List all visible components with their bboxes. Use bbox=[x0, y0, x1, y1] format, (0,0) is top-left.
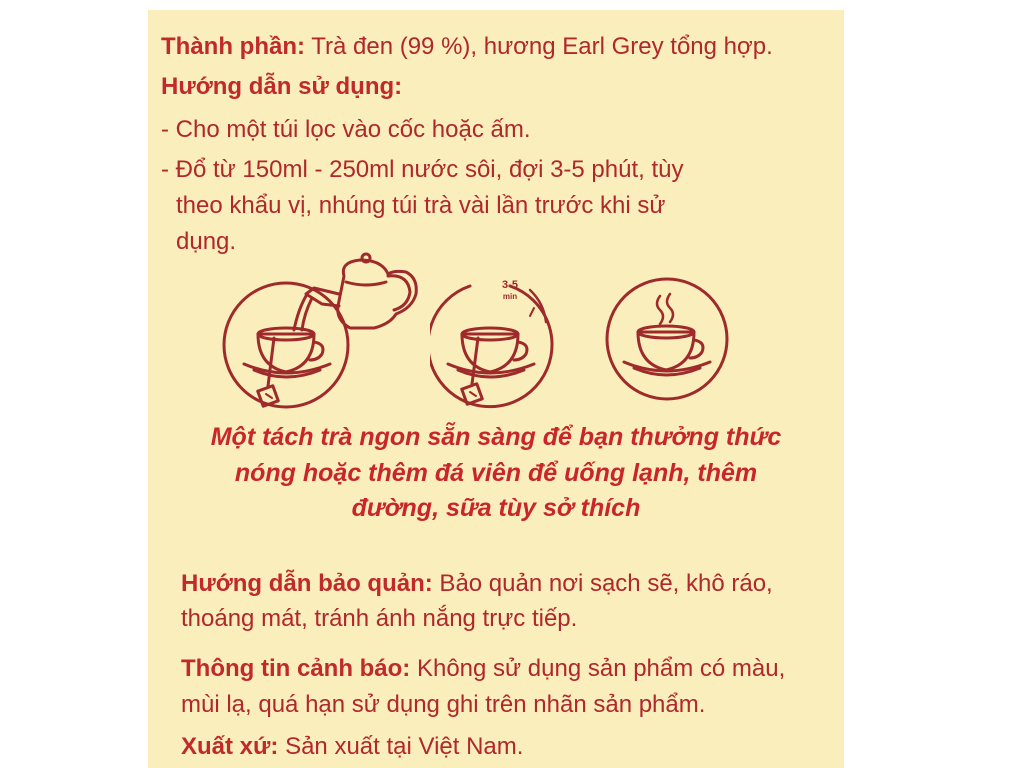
product-label-panel bbox=[148, 10, 844, 768]
slogan-line-2: nóng hoặc thêm đá viên để uống lạnh, thêm bbox=[234, 459, 758, 487]
ingredients-label: Thành phần: bbox=[161, 33, 305, 60]
timer-badge bbox=[490, 280, 530, 302]
warning-line-2: mùi lạ, quá hạn sử dụng ghi trên nhãn sản phẩm. bbox=[181, 691, 706, 718]
pour-water-step-icon bbox=[218, 248, 438, 428]
warning-label: Thông tin cảnh báo: bbox=[181, 655, 411, 682]
timer-text: 3-5 bbox=[502, 279, 518, 291]
storage-label: Hướng dẫn bảo quản: bbox=[181, 570, 433, 597]
storage-line-1 bbox=[181, 569, 773, 599]
origin-value: Sản xuất tại Việt Nam. bbox=[278, 733, 524, 760]
usage-line-2: - Đổ từ 150ml - 250ml nước sôi, đợi 3-5 phút, tùy bbox=[161, 156, 684, 183]
warning-value: Không sử dụng sản phẩm có màu, bbox=[410, 655, 786, 682]
usage-title: Hướng dẫn sử dụng: bbox=[161, 73, 403, 100]
origin-label: Xuất xứ: bbox=[181, 733, 279, 760]
ingredients-line bbox=[161, 32, 773, 62]
warning-line-1 bbox=[181, 654, 785, 684]
usage-line-1: - Cho một túi lọc vào cốc hoặc ấm. bbox=[161, 116, 531, 143]
slogan-line-1: Một tách trà ngon sẵn sàng để bạn thưởng thức bbox=[210, 423, 782, 451]
usage-line-4: dụng. bbox=[176, 228, 237, 255]
slogan-line-3: đường, sữa tùy sở thích bbox=[351, 494, 641, 522]
usage-line-3: theo khẩu vị, nhúng túi trà vài lần trước khi sử bbox=[176, 192, 666, 219]
storage-line-2: thoáng mát, tránh ánh nắng trực tiếp. bbox=[181, 605, 578, 632]
ingredients-value: Trà đen (99 %), hương Earl Grey tổng hợp. bbox=[304, 33, 773, 60]
storage-value: Bảo quản nơi sạch sẽ, khô ráo, bbox=[432, 570, 773, 597]
hot-tea-ready-step-icon bbox=[602, 274, 732, 404]
origin-line bbox=[181, 732, 523, 762]
timer-unit: min bbox=[502, 292, 518, 301]
